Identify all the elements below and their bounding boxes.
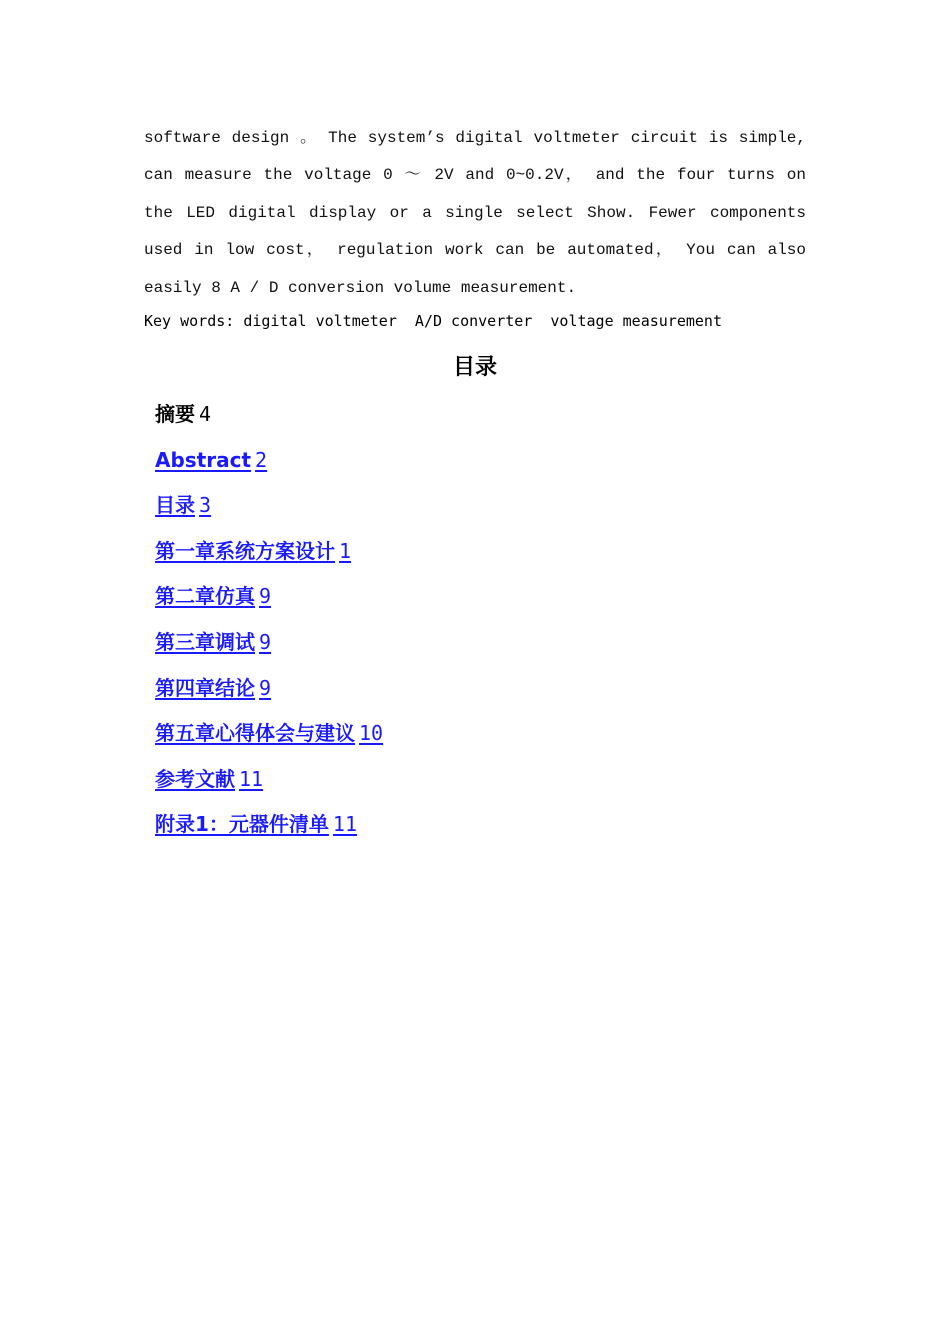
toc-entry-page[interactable]: 9: [259, 629, 272, 654]
toc-entry-page[interactable]: 11: [239, 766, 264, 791]
abstract-english-text: [144, 120, 806, 307]
toc-entry-page[interactable]: 3: [199, 493, 212, 518]
toc-entry-chapter-1[interactable]: [155, 529, 383, 575]
toc-entry-appendix-1[interactable]: [155, 802, 383, 848]
toc-entry-page[interactable]: 2: [255, 447, 268, 472]
toc-link-chapter-2[interactable]: [155, 586, 271, 608]
keywords-line: Key words: digital voltmeter A/D converter voltage measurement: [144, 312, 722, 330]
toc-entry-contents[interactable]: [155, 483, 383, 529]
toc-entry-references[interactable]: [155, 757, 383, 803]
toc-link-references[interactable]: [155, 766, 264, 791]
toc-entry-title[interactable]: 第二章仿真: [155, 584, 255, 609]
toc-entry-title[interactable]: 目录: [155, 493, 195, 518]
toc-entry-title[interactable]: 参考文献: [155, 766, 235, 791]
abstract-line: the LED digital display or a single select Show. Fewer components: [144, 203, 806, 222]
toc-link-abstract-en[interactable]: [155, 447, 268, 472]
toc-link-contents[interactable]: [155, 495, 211, 517]
toc-entry-chapter-3[interactable]: [155, 620, 383, 666]
toc-entry-page[interactable]: 9: [259, 584, 272, 609]
abstract-line: can measure the voltage 0 ～ 2V and 0~0.2V， and the four turns on: [144, 166, 807, 185]
toc-link-chapter-1[interactable]: [155, 538, 352, 563]
toc-entry-title[interactable]: 第一章系统方案设计: [155, 538, 335, 563]
toc-title: 目录: [452, 355, 497, 380]
toc-entry-page: 4: [199, 402, 212, 426]
toc-entry-title[interactable]: 附录1：元器件清单: [155, 812, 329, 837]
toc-entry-page[interactable]: 9: [259, 675, 272, 700]
toc-entry-chapter-2[interactable]: [155, 574, 383, 620]
toc-entry-page[interactable]: 1: [339, 538, 352, 563]
toc-entry-title: 摘要: [155, 402, 195, 426]
abstract-line: used in low cost， regulation work can be automated， You can also: [144, 241, 807, 260]
toc-entry-title[interactable]: 第三章调试: [155, 629, 255, 654]
toc-link-chapter-4[interactable]: [155, 675, 272, 700]
toc-entry-abstract-en[interactable]: [155, 438, 383, 484]
toc-entry-chapter-5[interactable]: [155, 711, 383, 757]
abstract-line: software design 。 The system’s digital voltmeter circuit is simple,: [144, 129, 806, 147]
abstract-line: easily 8 A / D conversion volume measurement.: [144, 278, 577, 297]
toc-entry-chapter-4[interactable]: [155, 666, 383, 712]
table-of-contents: [155, 392, 383, 848]
toc-entry-title[interactable]: Abstract: [155, 447, 252, 472]
toc-entry-page[interactable]: 11: [332, 812, 358, 837]
toc-entry-title[interactable]: 第五章心得体会与建议: [155, 721, 355, 746]
toc-link-appendix-1[interactable]: [155, 814, 357, 836]
toc-link-chapter-3[interactable]: [155, 629, 272, 654]
toc-entry-page[interactable]: 10: [359, 721, 384, 746]
toc-link-chapter-5[interactable]: [155, 723, 383, 745]
toc-entry-title[interactable]: 第四章结论: [155, 675, 255, 700]
toc-entry-abstract-cn: [155, 392, 383, 438]
